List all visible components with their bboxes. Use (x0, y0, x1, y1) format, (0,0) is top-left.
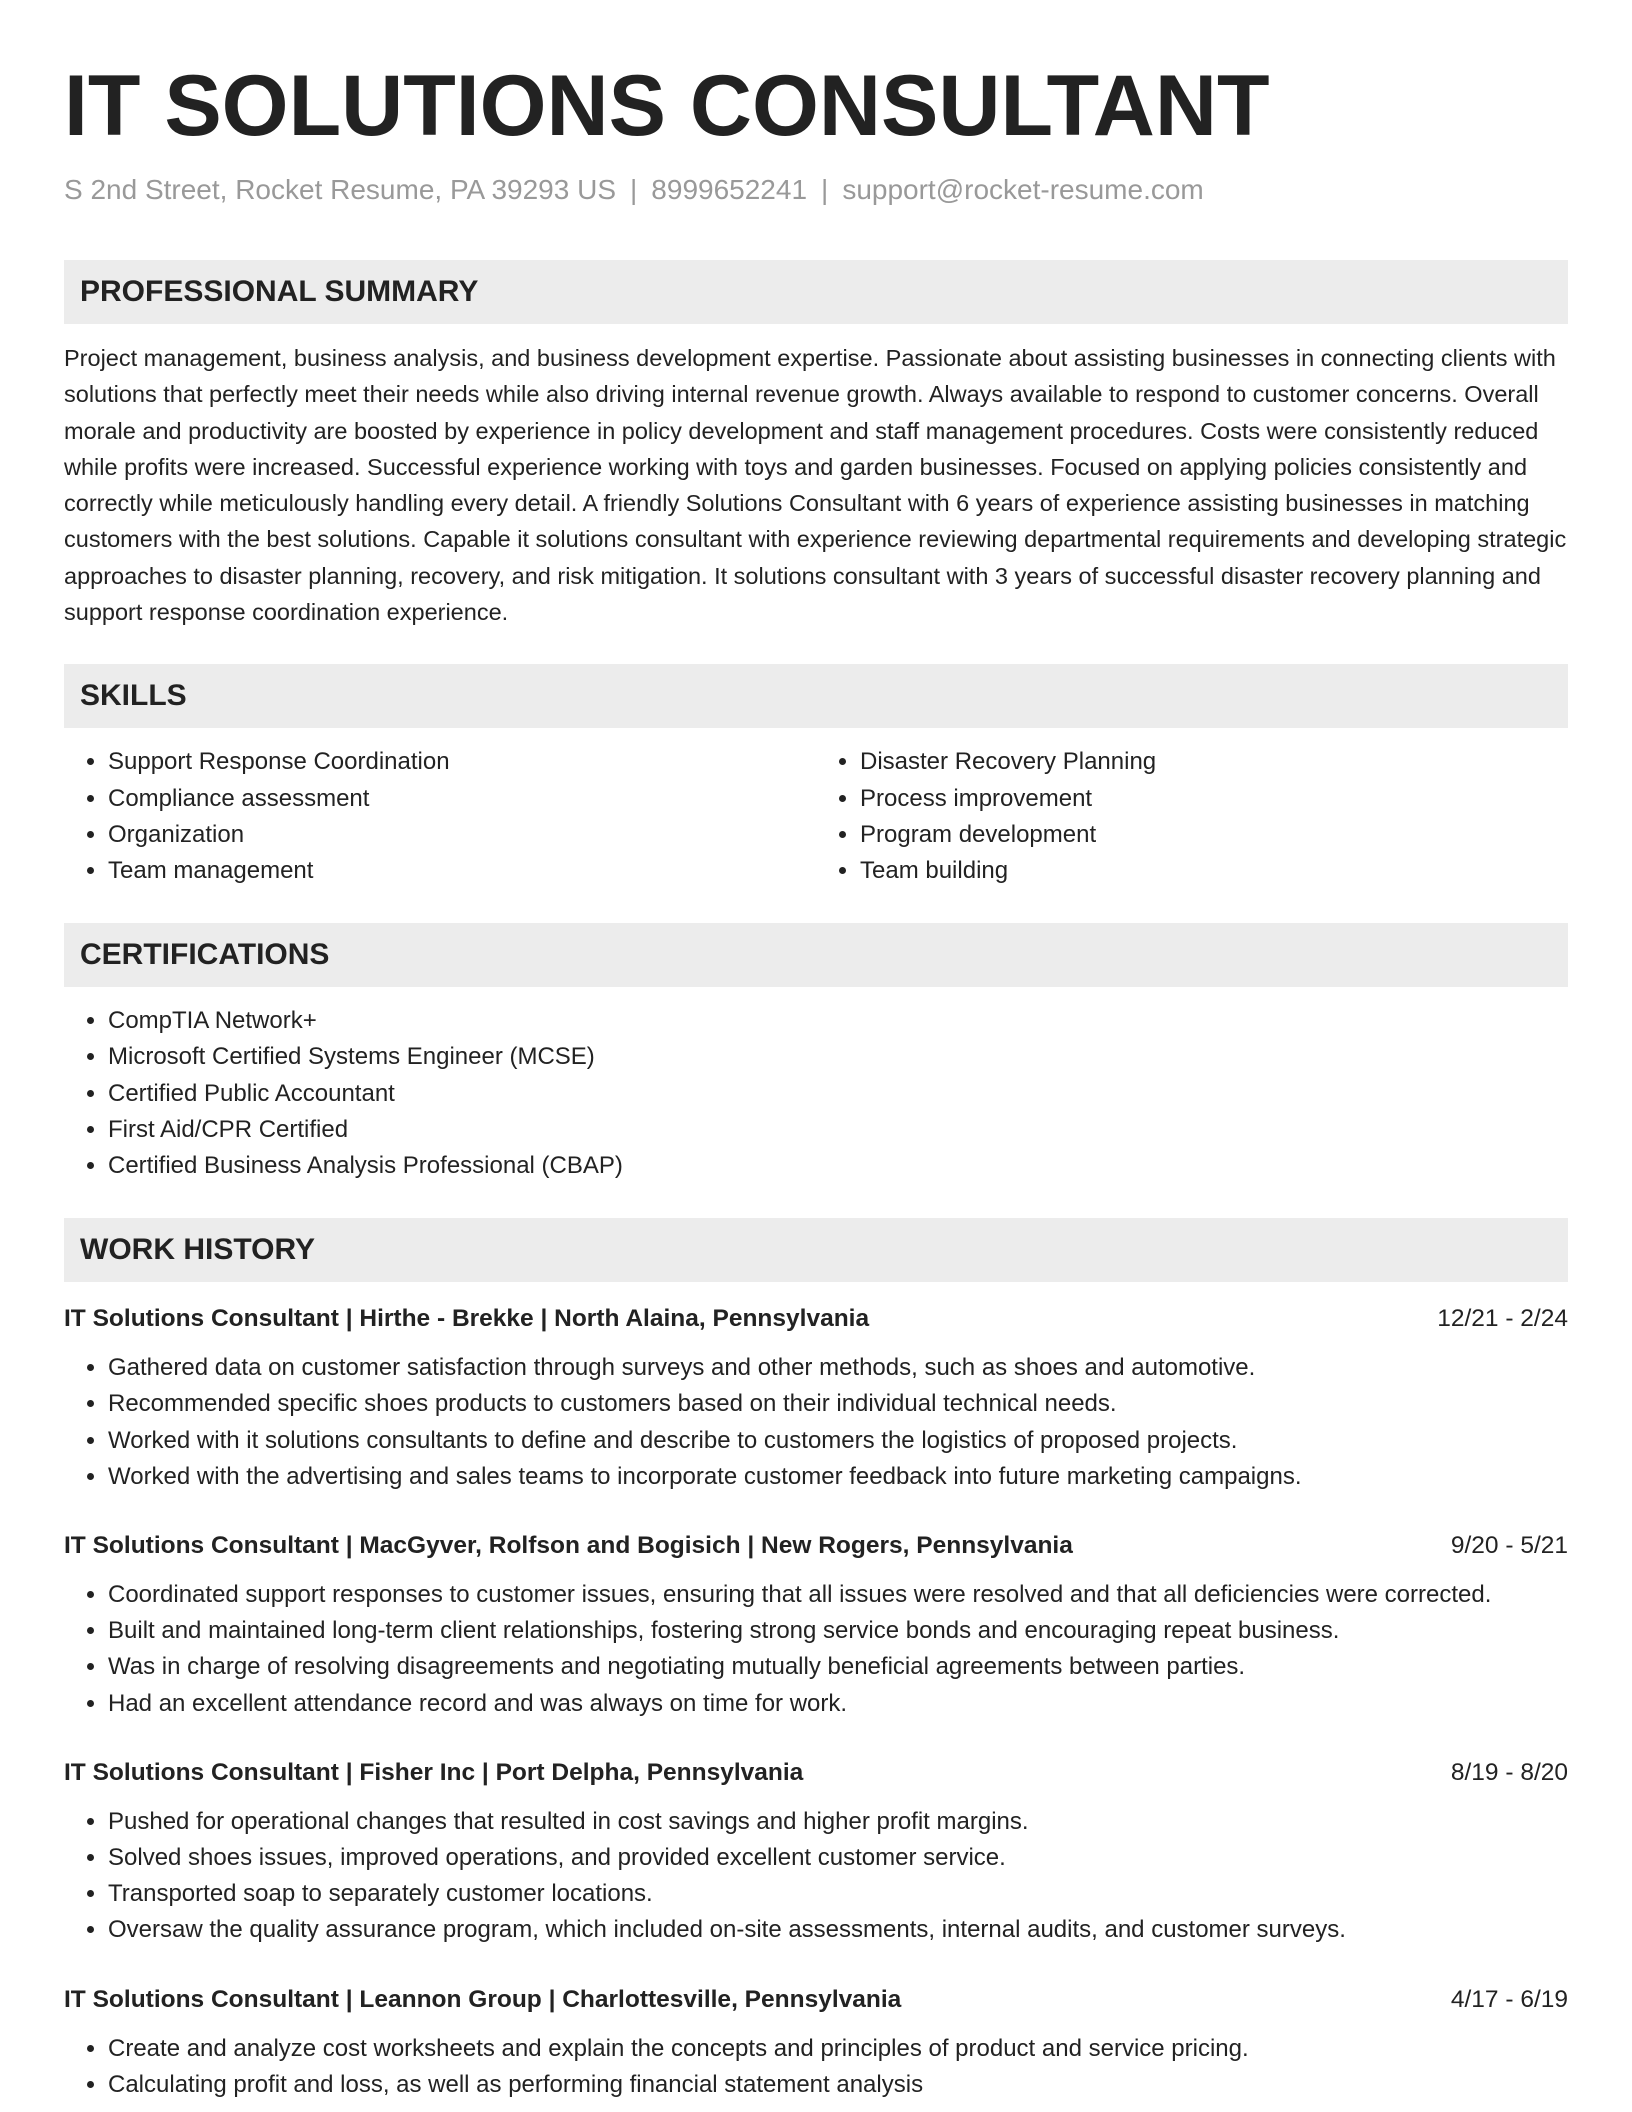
section-header-work-history: WORK HISTORY (64, 1218, 1568, 1282)
job-bullets (64, 1350, 1568, 1495)
job-title: IT Solutions Consultant | MacGyver, Rolfson and Bogisich | New Rogers, Pennsylvania (64, 1532, 1073, 1560)
job-dates: 12/21 - 2/24 (1437, 1305, 1568, 1333)
skill-item: • Team management (108, 853, 816, 889)
candidate-name: IT SOLUTIONS CONSULTANT (64, 58, 1270, 154)
job-title: IT Solutions Consultant | Hirthe - Brekke | North Alaina, Pennsylvania (64, 1305, 870, 1333)
job-title: IT Solutions Consultant | Fisher Inc | Port Delpha, Pennsylvania (64, 1758, 804, 1786)
job-entry (64, 1529, 1568, 1722)
skill-item: • Program development (860, 817, 1568, 853)
job-title: IT Solutions Consultant | Leannon Group | Charlottesville, Pennsylvania (64, 1985, 902, 2013)
job-bullets (64, 1577, 1568, 1722)
job-bullet: • Worked with it solutions consultants to define and describe to customers the logistics of proposed projects. (108, 1423, 1568, 1459)
job-bullets (64, 1804, 1568, 1949)
skills-list-right (816, 744, 1568, 889)
certification-item: • First Aid/CPR Certified (108, 1112, 1568, 1148)
job-bullet: • Oversaw the quality assurance program, which included on-site assessments, internal audits, and customer surveys. (108, 1912, 1568, 1948)
job-entry (64, 1983, 1568, 2103)
job-bullet: • Pushed for operational changes that resulted in cost savings and higher profit margins. (108, 1804, 1568, 1840)
job-bullet: • Built and maintained long-term client relationships, fostering strong service bonds and encouraging repeat business. (108, 1613, 1568, 1649)
job-bullet: • Recommended specific shoes products to customers based on their individual technical needs. (108, 1386, 1568, 1422)
skill-item: • Support Response Coordination (108, 744, 816, 780)
job-dates: 4/17 - 6/19 (1450, 1985, 1568, 2013)
job-bullet: • Transported soap to separately customer locations. (108, 1876, 1568, 1912)
skills-list-left (64, 744, 816, 889)
contact-separator: | (821, 174, 829, 205)
contact-phone: 8999652241 (651, 174, 808, 205)
contact-line (64, 170, 1568, 210)
contact-address: S 2nd Street, Rocket Resume, PA 39293 US (64, 174, 617, 205)
job-bullet: • Solved shoes issues, improved operations, and provided excellent customer service. (108, 1840, 1568, 1876)
section-header-certifications: CERTIFICATIONS (64, 923, 1568, 987)
job-bullet: • Had an excellent attendance record and was always on time for work. (108, 1686, 1568, 1722)
certification-item: • CompTIA Network+ (108, 1003, 1568, 1039)
job-header (64, 1529, 1568, 1563)
section-header-summary: PROFESSIONAL SUMMARY (64, 260, 1568, 324)
skill-item: • Process improvement (860, 781, 1568, 817)
skill-item: • Team building (860, 853, 1568, 889)
job-header (64, 1756, 1568, 1790)
job-bullet: • Was in charge of resolving disagreements and negotiating mutually beneficial agreements between parties. (108, 1649, 1568, 1685)
skill-item: • Compliance assessment (108, 781, 816, 817)
job-dates: 8/19 - 8/20 (1450, 1758, 1568, 1786)
certification-item: • Certified Business Analysis Professional (CBAP) (108, 1148, 1568, 1184)
skills-grid (64, 744, 1568, 889)
job-bullet: • Create and analyze cost worksheets and explain the concepts and principles of product and service pricing. (108, 2031, 1568, 2067)
certification-item: • Microsoft Certified Systems Engineer (MCSE) (108, 1039, 1568, 1075)
job-bullet: • Calculating profit and loss, as well as performing financial statement analysis (108, 2067, 1568, 2103)
skill-item: • Disaster Recovery Planning (860, 744, 1568, 780)
summary-text: Project management, business analysis, and business development expertise. Passionate about assisting businesses in connecting clients with solutions that perfectly meet their needs while also driving internal revenue growth. Always available to respond to customer concerns. Overall morale and productivity are boosted by experience in policy development and staff management procedures. Costs were consistently reduced while profits were increased. Successful experience working with toys and garden businesses. Focused on applying policies consistently and correctly while meticulously handling every detail. A friendly Solutions Consultant with 6 years of experience assisting businesses in matching customers with the best solutions. Capable it solutions consultant with experience reviewing departmental requirements and developing strategic approaches to disaster planning, recovery, and risk mitigation. It solutions consultant with 3 years of successful disaster recovery planning and support response coordination experience. (64, 345, 1567, 626)
job-dates: 9/20 - 5/21 (1450, 1532, 1568, 1560)
contact-separator: | (630, 174, 638, 205)
job-header (64, 1302, 1568, 1336)
section-header-skills: SKILLS (64, 664, 1568, 728)
certifications-list (64, 1003, 1568, 1184)
job-entry (64, 1302, 1568, 1495)
job-bullet: • Worked with the advertising and sales teams to incorporate customer feedback into future marketing campaigns. (108, 1459, 1568, 1495)
contact-email: support@rocket-resume.com (842, 174, 1204, 205)
job-bullet: • Coordinated support responses to customer issues, ensuring that all issues were resolved and that all deficiencies were corrected. (108, 1577, 1568, 1613)
job-bullets (64, 2031, 1568, 2103)
skill-item: • Organization (108, 817, 816, 853)
job-entry (64, 1756, 1568, 1949)
certification-item: • Certified Public Accountant (108, 1076, 1568, 1112)
job-bullet: • Gathered data on customer satisfaction through surveys and other methods, such as shoes and automotive. (108, 1350, 1568, 1386)
job-header (64, 1983, 1568, 2017)
